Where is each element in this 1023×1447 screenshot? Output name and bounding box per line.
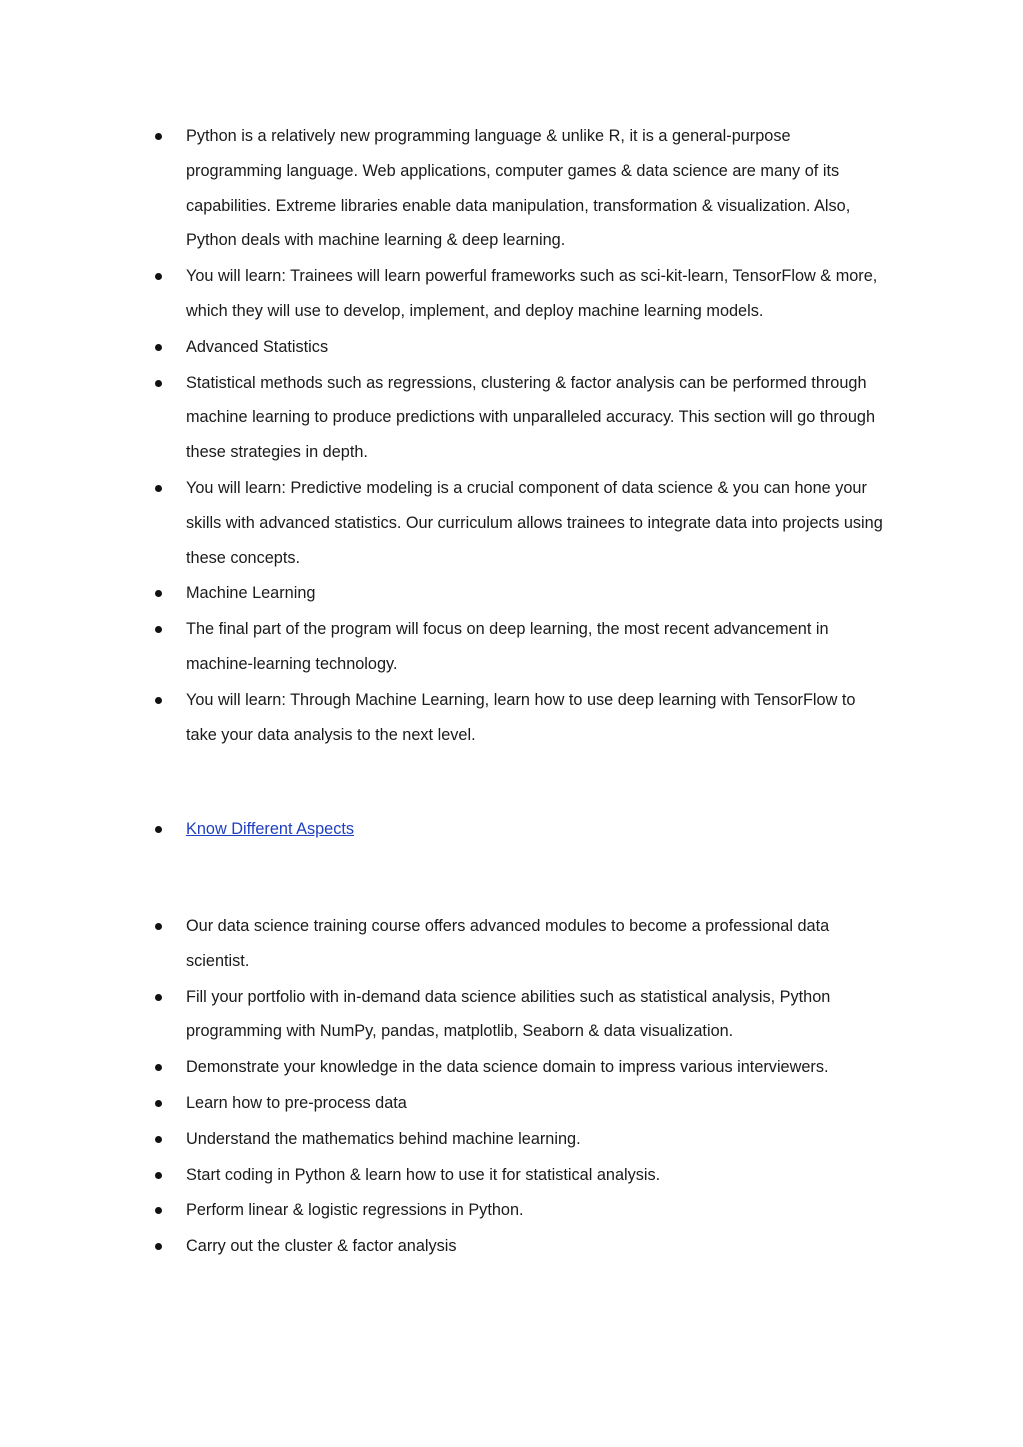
- bullet-icon: [155, 1207, 162, 1214]
- list-item-text: Fill your portfolio with in-demand data science abilities such as statistical analysis, Python programming with NumPy, pandas, matplotlib, Seaborn & data visualization.: [186, 987, 831, 1041]
- list-item-text: You will learn: Trainees will learn powerful frameworks such as sci-kit-learn, TensorFlow & more, which they will use to develop, implement, and deploy machine learning models.: [186, 267, 878, 320]
- list-item: [150, 1193, 890, 1228]
- list-item-text: Statistical methods such as regressions, clustering & factor analysis can be performed through machine learning to produce predictions with unparalleled accuracy. This section will go through these strategies in depth.: [186, 373, 876, 462]
- bullet-icon: [155, 923, 162, 930]
- list-item-text: Learn how to pre-process data: [186, 1093, 407, 1112]
- list-item: [150, 366, 890, 470]
- bullet-list-course-benefits: [150, 909, 890, 1265]
- list-item: [150, 683, 890, 753]
- list-item: [150, 612, 890, 682]
- list-item-text: Start coding in Python & learn how to use it for statistical analysis.: [186, 1165, 661, 1184]
- bullet-icon: [155, 697, 162, 704]
- list-item-text: You will learn: Through Machine Learning, learn how to use deep learning with TensorFlow to take your data analysis to the next level.: [186, 690, 856, 744]
- list-item-text: Perform linear & logistic regressions in Python.: [186, 1201, 524, 1220]
- bullet-icon: [155, 1100, 162, 1107]
- list-item-text: The final part of the program will focus on deep learning, the most recent advancement in machine-learning technology.: [186, 620, 829, 673]
- list-item-text: Machine Learning: [186, 584, 316, 603]
- bullet-icon: [155, 1064, 162, 1071]
- list-item-text: Python is a relatively new programming language & unlike R, it is a general-purpose programming language. Web applications, computer games & data science are many of its capabilities. Extreme libraries enable data manipulation, transformation & visualization. Also, Python deals with machine learning & deep learning.: [186, 127, 851, 250]
- bullet-icon: [155, 626, 162, 633]
- list-item: [150, 812, 890, 847]
- bullet-list-python-statistics-ml: [150, 119, 890, 753]
- list-item: [150, 1122, 890, 1157]
- list-item: [150, 1158, 890, 1193]
- list-item: [150, 119, 890, 258]
- bullet-icon: [155, 344, 162, 351]
- list-item-text: Demonstrate your knowledge in the data science domain to impress various interviewers.: [186, 1058, 829, 1077]
- list-item: [150, 1086, 890, 1121]
- bullet-icon: [155, 380, 162, 387]
- list-item: [150, 1050, 890, 1085]
- bullet-list-link: [150, 812, 890, 848]
- list-item: [150, 259, 890, 329]
- list-item-text: Advanced Statistics: [186, 337, 329, 356]
- bullet-icon: [155, 826, 162, 833]
- list-item: [150, 909, 890, 979]
- list-item-text: Carry out the cluster & factor analysis: [186, 1237, 457, 1256]
- know-different-aspects-link[interactable]: Know Different Aspects: [186, 820, 355, 838]
- bullet-icon: [155, 994, 162, 1001]
- bullet-icon: [155, 485, 162, 492]
- bullet-icon: [155, 1136, 162, 1143]
- bullet-icon: [155, 1243, 162, 1250]
- list-item-text: Our data science training course offers advanced modules to become a professional data scientist.: [186, 917, 830, 970]
- list-item-text: Understand the mathematics behind machine learning.: [186, 1129, 581, 1148]
- bullet-icon: [155, 1172, 162, 1179]
- list-item-text: You will learn: Predictive modeling is a crucial component of data science & you can hone your skills with advanced statistics. Our curriculum allows trainees to integrate data into projects using these concepts.: [186, 478, 883, 567]
- list-item: [150, 576, 890, 611]
- bullet-icon: [155, 590, 162, 597]
- list-item: [150, 330, 890, 365]
- list-item: [150, 980, 890, 1050]
- bullet-icon: [155, 273, 162, 280]
- bullet-icon: [155, 133, 162, 140]
- list-item: [150, 1229, 890, 1264]
- list-item: [150, 471, 890, 575]
